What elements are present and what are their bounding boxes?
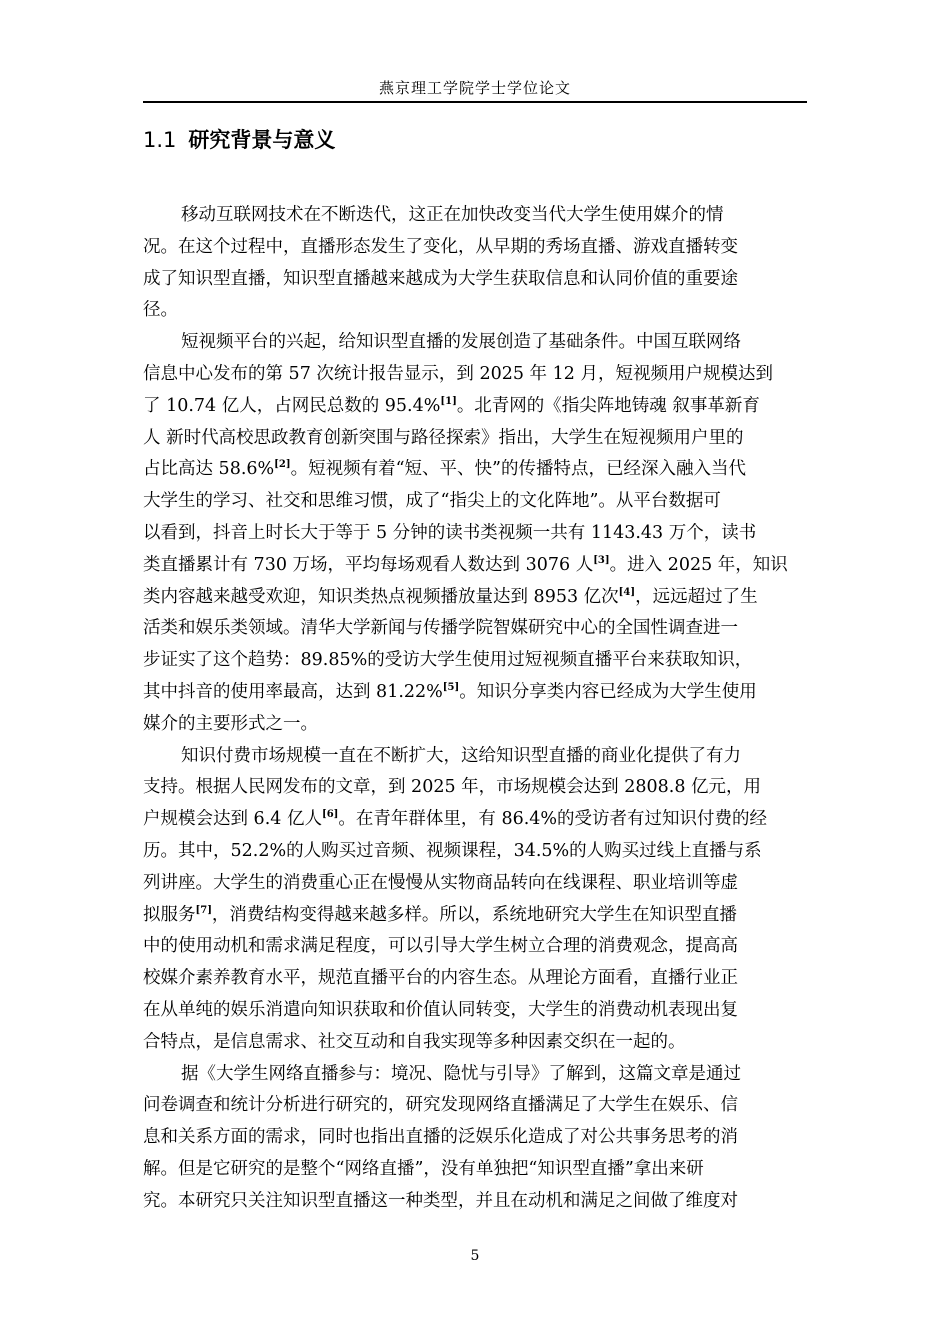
text-line (143, 1154, 807, 1186)
citation-marker: [6] (321, 809, 339, 821)
text-line (143, 963, 807, 995)
text-line (143, 613, 807, 645)
line-text: 。短视频有着“短、平、快”的传播特点，已经深入融入当代 (290, 459, 746, 480)
line-text: 类内容越来越受欢迎，知识类热点视频播放量达到 8953 亿次 (143, 586, 619, 607)
section-number: 1.1 (143, 128, 177, 152)
line-text: 合特点，是信息需求、社交互动和自我实现等多种因素交织在一起的。 (143, 1031, 686, 1052)
line-text: 移动互联网技术在不断迭代，这正在加快改变当代大学生使用媒介的情 (181, 205, 724, 225)
line-text: 。知识分享类内容已经成为大学生使用 (459, 681, 757, 702)
text-line (143, 486, 807, 518)
citation-marker: [5] (442, 681, 460, 693)
section-title: 研究背景与意义 (188, 128, 336, 152)
paragraph (143, 1059, 807, 1218)
text-line (143, 327, 807, 359)
line-text: 媒介的主要形式之一。 (143, 713, 318, 734)
line-text: 拟服务 (143, 904, 196, 925)
text-line (143, 709, 807, 741)
text-line (143, 1027, 807, 1059)
text-line (143, 804, 807, 836)
line-text: 成了知识型直播，知识型直播越来越成为大学生获取信息和认同价值的重要途 (143, 268, 738, 289)
line-text: 人 新时代高校思政教育创新突围与路径探索》指出，大学生在短视频用户里的 (143, 427, 744, 448)
line-text: 径。 (143, 300, 178, 321)
line-text: 短视频平台的兴起，给知识型直播的发展创造了基础条件。中国互联网络 (181, 332, 741, 353)
text-line (143, 200, 807, 232)
text-line (143, 391, 807, 423)
paragraph (143, 741, 807, 1059)
text-line (143, 295, 807, 327)
line-text: 类直播累计有 730 万场，平均每场观看人数达到 3076 人 (143, 554, 594, 575)
citation-marker: [4] (618, 586, 636, 598)
text-line (143, 454, 807, 486)
line-text: 。进入 2025 年，知识 (609, 554, 788, 575)
paragraph (143, 327, 807, 740)
text-line (143, 995, 807, 1027)
text-line (143, 645, 807, 677)
header-rule (143, 101, 807, 103)
citation-marker: [7] (195, 904, 212, 916)
line-text: 在从单纯的娱乐消遣向知识获取和价值认同转变，大学生的消费动机表现出复 (143, 999, 738, 1020)
line-text: ，远远超过了生 (635, 586, 758, 607)
line-text: 占比高达 58.6% (143, 459, 275, 480)
line-text: 步证实了这个趋势：89.85%的受访大学生使用过短视频直播平台来获取知识， (143, 650, 753, 671)
line-text: 活类和娱乐类领域。清华大学新闻与传播学院智媒研究中心的全国性调查进一 (143, 618, 738, 639)
citation-marker: [1] (440, 395, 457, 407)
line-text: 支持。根据人民网发布的文章，到 2025 年，市场规模会达到 2808.8 亿元，用 (143, 777, 762, 798)
line-text: 解。但是它研究的是整个“网络直播”，没有单独把“知识型直播”拿出来研 (143, 1158, 704, 1179)
line-text: 列讲座。大学生的消费重心正在慢慢从实物商品转向在线课程、职业培训等虚 (143, 872, 738, 893)
line-text: 知识付费市场规模一直在不断扩大，这给知识型直播的商业化提供了有力 (181, 745, 741, 766)
text-line (143, 518, 807, 550)
line-text: 其中抖音的使用率最高，达到 81.22% (143, 681, 443, 702)
text-line (143, 677, 807, 709)
page-number: 5 (470, 1248, 480, 1264)
text-line (143, 1122, 807, 1154)
text-line (143, 868, 807, 900)
paragraph (143, 200, 807, 327)
section-heading (143, 126, 335, 154)
line-text: 以看到，抖音上时长大于等于 5 分钟的读书类视频一共有 1143.43 万个，读书 (143, 522, 757, 543)
text-line (143, 582, 807, 614)
line-text: 中的使用动机和需求满足程度，可以引导大学生树立合理的消费观念，提高高 (143, 936, 738, 957)
text-line (143, 836, 807, 868)
running-header: 燕京理工学院学士学位论文 (378, 79, 571, 97)
text-line (143, 1186, 807, 1218)
line-text: 校媒介素养教育水平，规范直播平台的内容生态。从理论方面看，直播行业正 (143, 968, 738, 989)
line-text: 历。其中，52.2%的人购买过音频、视频课程，34.5%的人购买过线上直播与系 (143, 840, 762, 861)
body-text (143, 200, 807, 1218)
text-line (143, 931, 807, 963)
text-line (143, 741, 807, 773)
text-line (143, 423, 807, 455)
line-text: 了 10.74 亿人，占网民总数的 95.4% (143, 395, 441, 416)
line-text: 。北青网的《指尖阵地铸魂 叙事革新育 (456, 395, 760, 416)
line-text: 究。本研究只关注知识型直播这一种类型，并且在动机和满足之间做了维度对 (143, 1190, 738, 1211)
text-line (143, 550, 807, 582)
text-line (143, 232, 807, 264)
line-text: 户规模会达到 6.4 亿人 (143, 809, 322, 830)
line-text: 息和关系方面的需求，同时也指出直播的泛娱乐化造成了对公共事务思考的消 (143, 1127, 738, 1148)
line-text: 据《大学生网络直播参与：境况、隐忧与引导》了解到，这篇文章是通过 (181, 1063, 741, 1084)
line-text: 况。在这个过程中，直播形态发生了变化，从早期的秀场直播、游戏直播转变 (143, 236, 738, 257)
line-text: ，消费结构变得越来越多样。所以，系统地研究大学生在知识型直播 (211, 904, 737, 925)
citation-marker: [2] (274, 459, 291, 471)
line-text: 问卷调查和统计分析进行研究的，研究发现网络直播满足了大学生在娱乐、信 (143, 1095, 738, 1116)
text-line (143, 900, 807, 932)
citation-marker: [3] (593, 554, 610, 566)
line-text: 信息中心发布的第 57 次统计报告显示，到 2025 年 12 月，短视频用户规模达到 (143, 363, 773, 384)
text-line (143, 772, 807, 804)
line-text: 。在青年群体里，有 86.4%的受访者有过知识付费的经 (338, 809, 768, 830)
text-line (143, 1059, 807, 1091)
text-line (143, 359, 807, 391)
text-line (143, 1090, 807, 1122)
text-line (143, 264, 807, 296)
line-text: 大学生的学习、社交和思维习惯，成了“指尖上的文化阵地”。从平台数据可 (143, 491, 721, 512)
